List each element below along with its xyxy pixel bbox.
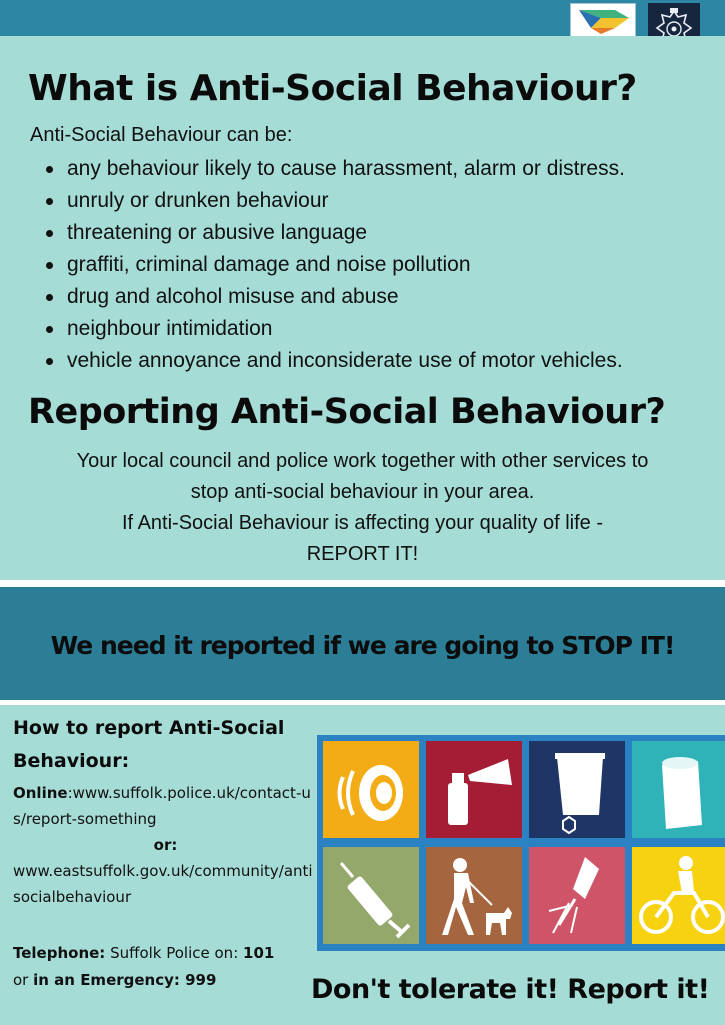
- page-title: What is Anti-Social Behaviour?: [28, 68, 637, 109]
- behaviour-list: [44, 153, 625, 377]
- icon-grid: [317, 735, 725, 951]
- reporting-paragraph: [0, 446, 725, 570]
- list-item: any behaviour likely to cause harassment, alarm or distress.: [44, 153, 625, 185]
- loudspeaker-icon: [323, 741, 419, 838]
- intro-text: Anti-Social Behaviour can be:: [30, 124, 293, 146]
- bottle-icon: [529, 741, 625, 838]
- online-label: Online: [13, 784, 68, 802]
- reporting-line: REPORT IT!: [306, 543, 419, 565]
- list-item: graffiti, criminal damage and noise pollution: [44, 249, 625, 281]
- reporting-line: stop anti-social behaviour in your area.: [190, 481, 535, 503]
- list-item: vehicle annoyance and inconsiderate use of motor vehicles.: [44, 345, 625, 377]
- list-item: neighbour intimidation: [44, 313, 625, 345]
- reporting-line: Your local council and police work together with other services to: [76, 450, 649, 472]
- reporting-line: If Anti-Social Behaviour is affecting your quality of life -: [122, 512, 603, 534]
- can-icon: [632, 741, 725, 838]
- syringe-icon: [323, 847, 419, 944]
- tagline: Don't tolerate it! Report it!: [311, 974, 710, 1005]
- list-item: threatening or abusive language: [44, 217, 625, 249]
- divider: [0, 580, 725, 587]
- police-number[interactable]: 101: [243, 944, 275, 962]
- firework-icon: [529, 847, 625, 944]
- telephone-label: Telephone:: [13, 944, 106, 962]
- east-suffolk-logo-mark: [571, 4, 637, 36]
- stop-it-banner: [0, 587, 725, 700]
- telephone-text: Suffolk Police on:: [105, 944, 244, 962]
- cyclist-icon: [632, 847, 725, 944]
- police-report-link[interactable]: :www.suffolk.police.uk/contact-us/report-something: [13, 784, 311, 828]
- how-to-title: How to report Anti-Social Behaviour:: [13, 717, 285, 772]
- reporting-title: Reporting Anti-Social Behaviour?: [28, 392, 666, 432]
- list-item: unruly or drunken behaviour: [44, 185, 625, 217]
- list-item: drug and alcohol misuse and abuse: [44, 281, 625, 313]
- telephone-info: [13, 940, 318, 994]
- council-report-link[interactable]: www.eastsuffolk.gov.uk/community/antisocialbehaviour: [13, 862, 313, 906]
- emergency-number[interactable]: in an Emergency: 999: [33, 971, 217, 989]
- or-label: or:: [153, 836, 178, 854]
- or-text: or: [13, 971, 34, 989]
- online-report-info: [13, 780, 318, 910]
- dog-walker-icon: [426, 847, 522, 944]
- banner-text: We need it reported if we are going to STOP IT!: [50, 631, 675, 660]
- spray-can-icon: [426, 741, 522, 838]
